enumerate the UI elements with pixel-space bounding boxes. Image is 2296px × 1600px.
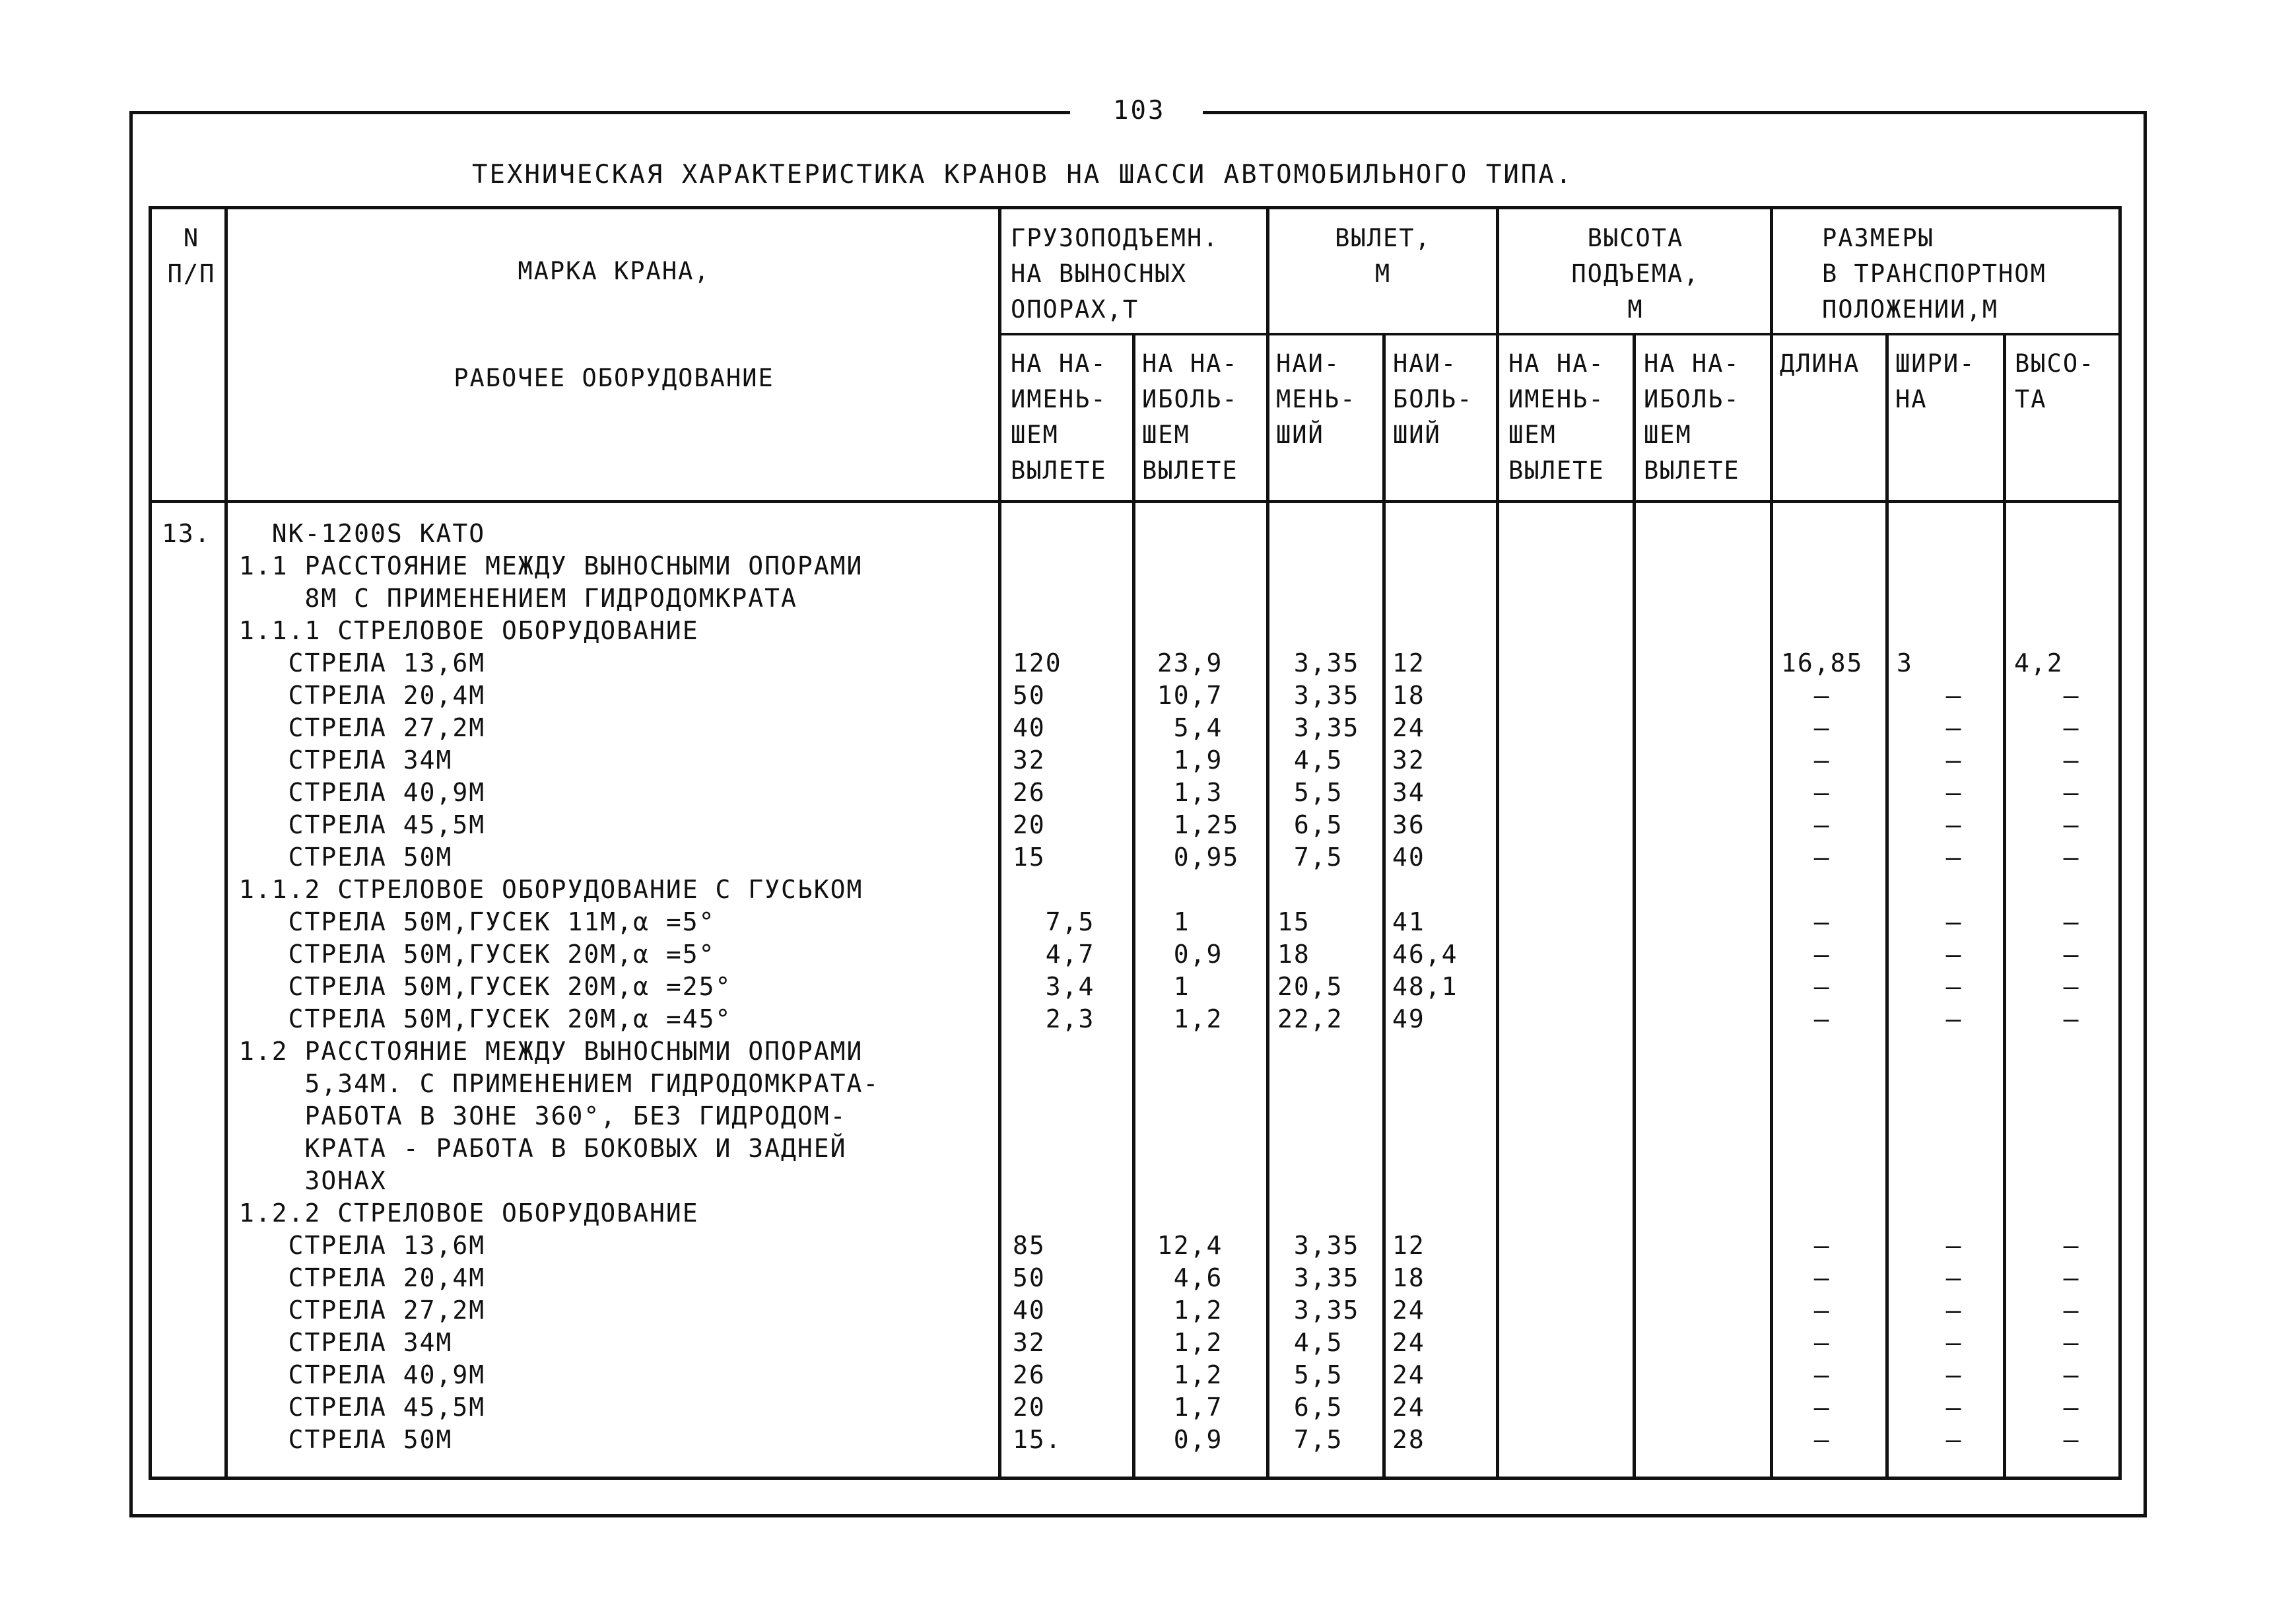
page-number: 103 [1113, 96, 1166, 125]
vline-capreach [1266, 206, 1269, 1480]
crane-equipment-list: NK-1200S КАТО 1.1 РАССТОЯНИЕ МЕЖДУ ВЫНОСНЫМИ ОПОРАМИ 8М С ПРИМЕНЕНИЕМ ГИДРОДОМКРАТА 1.1.1 СТРЕЛОВОЕ ОБОРУДОВАНИЕ СТРЕЛА 13,6М СТРЕЛА 20,4М СТРЕЛА 27,2М СТРЕЛА 34М СТРЕЛА 40,9М СТРЕЛА 45,5М СТРЕЛА 50М 1.1.2 СТРЕЛОВОЕ ОБОРУДОВАНИЕ С ГУСЬКОМ СТРЕЛА 50М,ГУСЕК 11М,α =5° СТРЕЛА 50М,ГУСЕК 20М,α =5° СТРЕЛА 50М,ГУСЕК 20М,α =25° СТРЕЛА 50М,ГУСЕК 20М,α =45° 1.2 РАССТОЯНИЕ МЕЖДУ ВЫНОСНЫМИ ОПОРАМИ 5,34М. С ПРИМЕНЕНИЕМ ГИДРОДОМКРАТА- РАБОТА В ЗОНЕ 360°, БЕЗ ГИДРОДОМ- КРАТА - РАБОТА В БОКОВЫХ И ЗАДНЕЙ ЗОНАХ 1.2.2 СТРЕЛОВОЕ ОБОРУДОВАНИЕ СТРЕЛА 13,6М СТРЕЛА 20,4М СТРЕЛА 27,2М СТРЕЛА 34М СТРЕЛА 40,9М СТРЕЛА 45,5М СТРЕЛА 50М [239, 519, 880, 1454]
frame-top-right [1203, 111, 2147, 114]
vline-heightdims [1770, 206, 1773, 1480]
header-dims: РАЗМЕРЫ В ТРАНСПОРТНОМ ПОЛОЖЕНИИ,М [1822, 224, 2046, 324]
header-mark: МАРКА КРАНА, РАБОЧЕЕ ОБОРУДОВАНИЕ [454, 257, 774, 392]
width-values: 3 – – – – – – – – – – – – – – – – – [1897, 648, 1963, 1454]
subheader-width: ШИРИ- НА [1895, 349, 1976, 413]
row-number: 13. [162, 519, 211, 548]
header-num: N П/П [167, 224, 216, 288]
subheader-cap-max: НА НА- ИБОЛЬ- ШЕМ ВЫЛЕТЕ [1142, 349, 1238, 485]
frame-top-left [129, 111, 1070, 114]
subheader-length: ДЛИНА [1780, 349, 1860, 378]
subheader-reach-min: НАИ- МЕНЬ- ШИЙ [1276, 349, 1357, 449]
frame-bottom [129, 1514, 2147, 1517]
reach-min-values: 3,35 3,35 3,35 4,5 5,5 6,5 7,5 15 18 20,5 22,2 3,35 3,35 3,35 4,5 5,5 6,5 7,5 [1277, 648, 1360, 1454]
subheader-h-min: НА НА- ИМЕНЬ- ШЕМ ВЫЛЕТЕ [1508, 349, 1605, 485]
subheader-reach-max: НАИ- БОЛЬ- ШИЙ [1393, 349, 1473, 449]
table-title: ТЕХНИЧЕСКАЯ ХАРАКТЕРИСТИКА КРАНОВ НА ШАССИ АВТОМОБИЛЬНОГО ТИПА. [472, 160, 1574, 190]
vline-reach [1382, 334, 1386, 1480]
vline-cap [1132, 334, 1135, 1480]
vline-width [2003, 334, 2006, 1480]
vline-height [1633, 334, 1636, 1480]
tall-values: 4,2 – – – – – – – – – – – – – – – – – [2014, 648, 2080, 1454]
subheader-cap-min: НА НА- ИМЕНЬ- ШЕМ ВЫЛЕТЕ [1011, 349, 1107, 485]
frame-left [129, 111, 133, 1517]
reach-max-values: 12 18 24 32 34 36 40 41 46,4 48,1 49 12 18 24 24 24 24 28 [1392, 648, 1458, 1454]
frame-right [2144, 111, 2147, 1517]
header-reach: ВЫЛЕТ, М [1335, 224, 1431, 288]
subheader-h-max: НА НА- ИБОЛЬ- ШЕМ ВЫЛЕТЕ [1644, 349, 1740, 485]
vline-num [224, 206, 228, 1480]
vline-mark [998, 206, 1001, 1480]
capacity-min-reach-values: 120 50 40 32 26 20 15 7,5 4,7 3,4 2,3 85 50 40 32 26 20 15. [1013, 648, 1095, 1454]
header-height: ВЫСОТА ПОДЪЕМА, М [1571, 224, 1700, 324]
vline-length [1885, 334, 1889, 1480]
table-top [149, 206, 2122, 209]
subheader-tall: ВЫСО- ТА [2015, 349, 2095, 413]
header-capacity: ГРУЗОПОДЪЕМН. НА ВЫНОСНЫХ ОПОРАХ,Т [1011, 224, 1219, 324]
capacity-max-reach-values: 23,9 10,7 5,4 1,9 1,3 1,25 0,95 1 0,9 1 1,2 12,4 4,6 1,2 1,2 1,2 1,7 0,9 [1157, 648, 1240, 1454]
vline-reachheight [1496, 206, 1499, 1480]
length-values: 16,85 – – – – – – – – – – – – – – – – – [1781, 648, 1864, 1454]
header-mid-line [1000, 333, 2122, 335]
table-left [149, 206, 152, 1480]
table-right [2118, 206, 2122, 1480]
